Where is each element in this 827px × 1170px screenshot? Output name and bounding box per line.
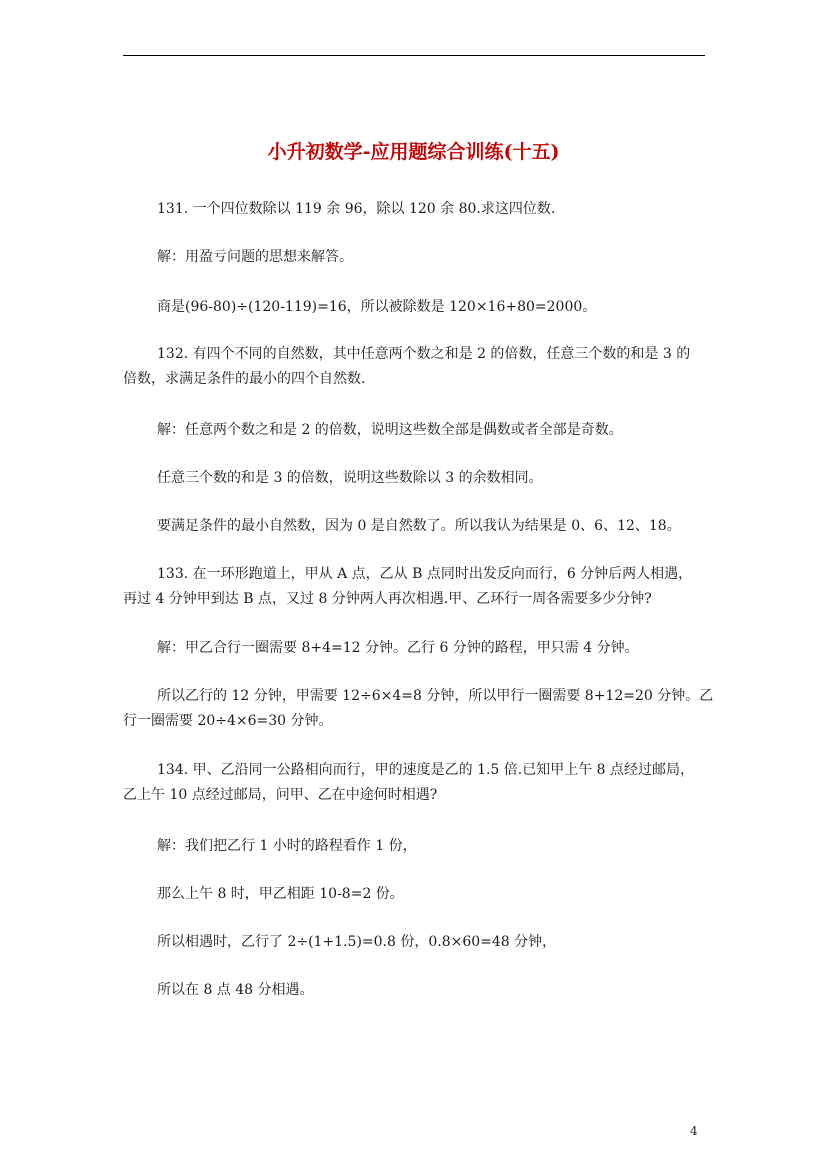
text-line: 131. 一个四位数除以 119 余 96，除以 120 余 80.求这四位数.: [157, 201, 556, 217]
paragraph-solution-131: [123, 245, 705, 270]
paragraph-solution-132-c: [123, 514, 705, 539]
paragraph-problem-132: [123, 342, 705, 392]
header-rule: [123, 55, 705, 56]
text-line: 那么上午 8 时，甲乙相距 10-8=2 份。: [157, 886, 404, 902]
text-line: 倍数，求满足条件的最小的四个自然数.: [123, 371, 366, 387]
paragraph-problem-131: [123, 197, 705, 222]
paragraph-problem-133: [123, 562, 705, 612]
text-line: 解：任意两个数之和是 2 的倍数，说明这些数全部是偶数或者全部是奇数。: [157, 422, 623, 438]
paragraph-solution-132-b: [123, 466, 705, 491]
text-line: 134. 甲、乙沿同一公路相向而行，甲的速度是乙的 1.5 倍.已知甲上午 8 点经过邮局，: [157, 762, 695, 778]
paragraph-solution-131-calc: [123, 295, 705, 320]
paragraph-solution-134-c: [123, 930, 705, 955]
paragraph-solution-132: [123, 418, 705, 443]
text-line: 所以相遇时，乙行了 2÷(1+1.5)=0.8 份，0.8×60=48 分钟，: [157, 934, 557, 950]
paragraph-solution-133-b: [123, 684, 714, 734]
page-number: 4: [690, 1124, 698, 1138]
paragraph-solution-133: [123, 636, 705, 661]
paragraph-solution-134-b: [123, 882, 705, 907]
text-line: 乙上午 10 点经过邮局，问甲、乙在中途何时相遇?: [123, 787, 438, 803]
text-line: 所以乙行的 12 分钟，甲需要 12÷6×4=8 分钟，所以甲行一圈需要 8+12=20 分钟。乙: [157, 688, 714, 704]
text-line: 解：我们把乙行 1 小时的路程看作 1 份，: [157, 838, 417, 854]
paragraph-solution-134-d: [123, 978, 705, 1003]
text-line: 132. 有四个不同的自然数，其中任意两个数之和是 2 的倍数，任意三个数的和是 3 的: [157, 346, 691, 362]
paragraph-solution-134: [123, 834, 705, 859]
text-line: 要满足条件的最小自然数，因为 0 是自然数了。所以我认为结果是 0、6、12、18。: [157, 518, 681, 534]
text-line: 商是(96-80)÷(120-119)=16，所以被除数是 120×16+80=2000。: [157, 299, 597, 315]
paragraph-problem-134: [123, 758, 705, 808]
text-line: 解：用盈亏问题的思想来解答。: [157, 249, 353, 265]
text-line: 再过 4 分钟甲到达 B 点，又过 8 分钟两人再次相遇.甲、乙环行一周各需要多少分钟?: [123, 591, 652, 607]
text-line: 133. 在一环形跑道上，甲从 A 点，乙从 B 点同时出发反向而行，6 分钟后两人相遇，: [157, 566, 693, 582]
text-line: 解：甲乙合行一圈需要 8+4=12 分钟。乙行 6 分钟的路程，甲只需 4 分钟。: [157, 640, 639, 656]
text-line: 行一圈需要 20÷4×6=30 分钟。: [123, 713, 333, 729]
document-title: 小升初数学-应用题综合训练(十五): [267, 141, 560, 163]
text-line: 所以在 8 点 48 分相遇。: [157, 982, 314, 998]
text-line: 任意三个数的和是 3 的倍数，说明这些数除以 3 的余数相同。: [157, 470, 543, 486]
